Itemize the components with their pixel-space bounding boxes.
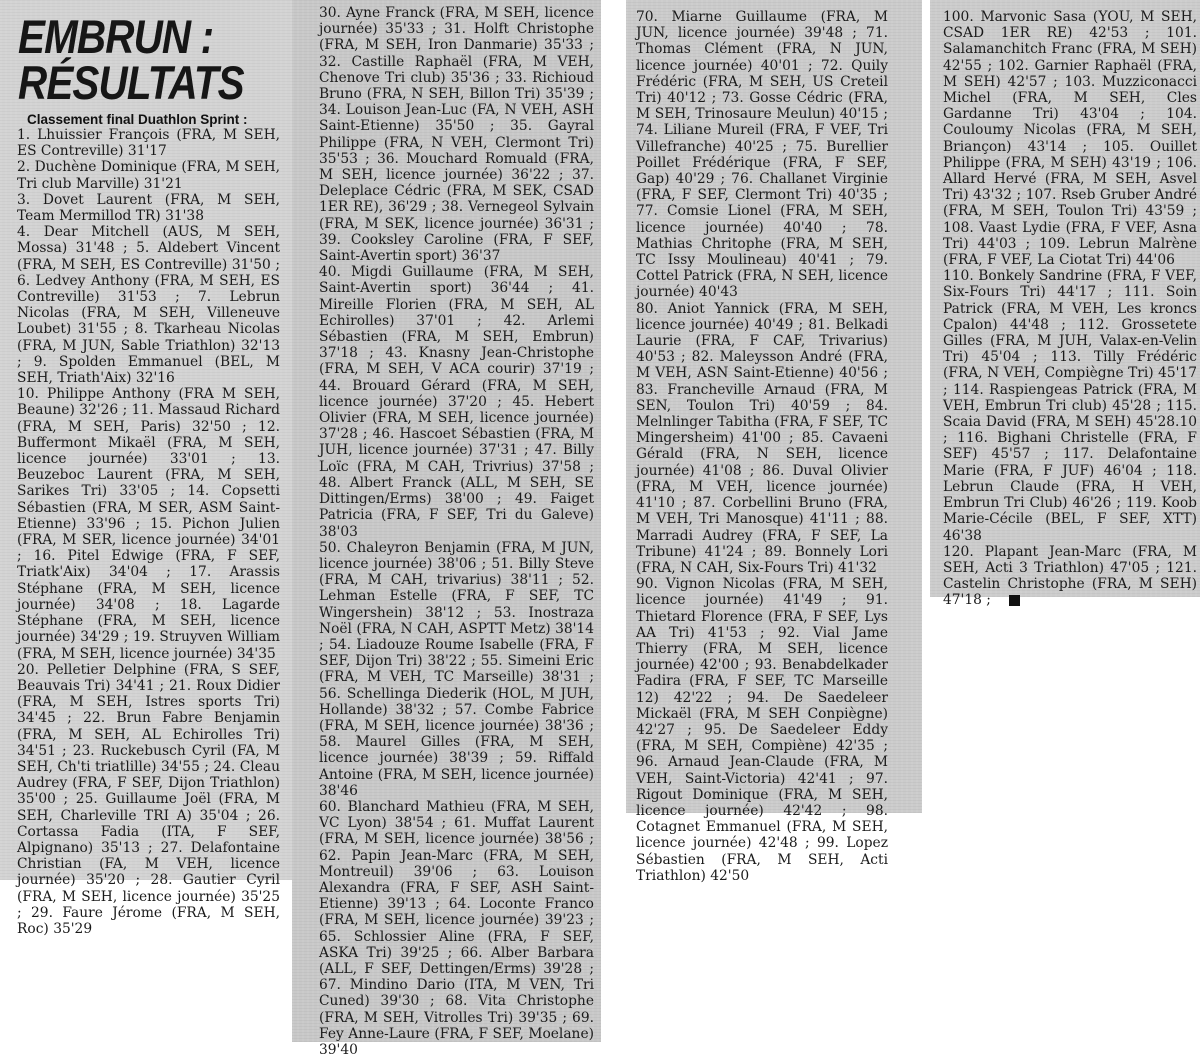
results-paragraph: 10. Philippe Anthony (FRA M SEH, Beaune) 32'26 ; 11. Massaud Richard (FRA, M SEH, Paris) 32'50 ; 12. Buffermont Mikaël (FRA, M SEH, licence journée) 33'01 ; 13. Beuzeboc Laurent (FRA, M SEH, Sarikes Tri) 33'05 ; 14. Copsetti Sébastien (FRA, M SER, ASM Saint-Etienne) 33'96 ; 15. Pichon Julien (FRA, M SER, licence journée) 34'01 ; 16. Pitel Edwige (FRA, F SEF, Triatk'Aix) 34'04 ; 17. Arassis Stéphane (FRA, M SEH, licence journée) 34'08 ; 18. Lagarde Stéphane (FRA, M SEH, licence journée) 34'29 ; 19. Struyven William (FRA, M SEH, licence journée) 34'35: [17, 386, 280, 662]
results-paragraph: 40. Migdi Guillaume (FRA, M SEH, Saint-Avertin sport) 36'44 ; 41. Mireille Florien (FRA, M SEH, AL Echirolles) 37'01 ; 42. Arlemi Sébastien (FRA, M SEH, Embrun) 37'18 ; 43. Knasny Jean-Christophe (FRA, M SEH, V ACA courir) 37'19 ; 44. Brouard Gérard (FRA, M SEH, licence journée) 37'20 ; 45. Hebert Olivier (FRA, M SEH, licence journée) 37'28 ; 46. Hascoet Sébastien (FRA, M JUH, licence journée) 37'31 ; 47. Billy Loïc (FRA, M CAH, Trivrius) 37'58 ; 48. Albert Franck (ALL, M SEH, SE Dittingen/Erms) 38'00 ; 49. Faiget Patricia (FRA, F SEF, Tri du Galeve) 38'03: [319, 264, 594, 540]
results-paragraph: 30. Ayne Franck (FRA, M SEH, licence journée) 35'33 ; 31. Holft Christophe (FRA, M SEH, Iron Danmarie) 35'33 ; 32. Castille Raphaël (FRA, M VEH, Chenove Tri club) 35'36 ; 33. Richioud Bruno (FRA, N SEH, Billon Tri) 35'39 ; 34. Louison Jean-Luc (FA, N VEH, ASH Saint-Etienne) 35'50 ; 35. Gayral Philippe (FRA, N VEH, Clermont Tri) 35'53 ; 36. Mouchard Romuald (FRA, M SEH, licence journée) 36'22 ; 37. Deleplace Cédric (FRA, M SEK, CSAD 1ER RE), 36'29 ; 38. Vernegeol Sylvain (FRA, M SEK, licence journée) 36'31 ; 39. Cooksley Caroline (FRA, F SEF, Saint-Avertin sport) 36'37: [319, 5, 594, 265]
results-paragraph: 80. Aniot Yannick (FRA, M SEH, licence journée) 40'49 ; 81. Belkadi Laurie (FRA, F CAF, Trivarius) 40'53 ; 82. Maleysson André (FRA, M VEH, ASN Saint-Etienne) 40'56 ; 83. Francheville Arnaud (FRA, M SEN, Toulon Tri) 40'59 ; 84. Melnlinger Tabitha (FRA, F SEF, TC Mingersheim) 41'00 ; 85. Cavaeni Gérald (FRA, N SEH, licence journée) 41'08 ; 86. Duval Olivier (FRA, M VEH, licence journée) 41'10 ; 87. Corbellini Bruno (FRA, M VEH, Tri Manosque) 41'11 ; 88. Marradi Audrey (FRA, F SEF, La Tribune) 41'24 ; 89. Bonnely Lori (FRA, N CAH, Six-Fours Tri) 41'32: [636, 300, 888, 576]
results-paragraph: 3. Dovet Laurent (FRA, M SEH, Team Mermillod TR) 31'38: [17, 191, 280, 225]
results-column-1: [0, 127, 292, 937]
results-paragraph: 4. Dear Mitchell (AUS, M SEH, Mossa) 31'48 ; 5. Aldebert Vincent (FRA, M SEH, ES Contreville) 31'50 ; 6. Ledvey Anthony (FRA, M SEH, ES Contreville) 31'53 ; 7. Lebrun Nicolas (FRA, M SEH, Villeneuve Loubet) 31'55 ; 8. Tkarheau Nicolas (FRA, M JUN, Sable Triathlon) 32'13 ; 9. Spolden Emmanuel (BEL, M SEH, Triath'Aix) 32'16: [17, 224, 280, 387]
results-paragraph: 2. Duchène Dominique (FRA, M SEH, Tri club Marville) 31'21: [17, 159, 280, 192]
results-paragraph: 90. Vignon Nicolas (FRA, M SEH, licence journée) 41'49 ; 91. Thietard Florence (FRA, F SEF, Lys AA Tri) 41'53 ; 92. Vial Jame Thierry (FRA, M SEH, licence journée) 42'00 ; 93. Benabdelkader Fadira (FRA, F SEF, TC Marseille 12) 42'22 ; 94. De Saedeleer Mickaël (FRA, M SEH Conpiègne) 42'27 ; 95. De Saedeleer Eddy (FRA, M SEH, Compiène) 42'35 ; 96. Arnaud Jean-Claude (FRA, M VEH, Saint-Victoria) 42'41 ; 97. Rigout Dominique (FRA, M SEH, licence journée) 42'42 ; 98. Cotagnet Emmanuel (FRA, M SEH, licence journée) 42'48 ; 99. Lopez Sébastien (FRA, M SEH, Acti Triathlon) 42'50: [636, 576, 888, 884]
clipping-column-2: [292, 0, 601, 1058]
clipping-column-3: [626, 0, 922, 884]
results-paragraph: [943, 544, 1197, 609]
results-column-4: [930, 0, 1200, 609]
results-paragraph: 20. Pelletier Delphine (FRA, S SEF, Beauvais Tri) 34'41 ; 21. Roux Didier (FRA, M SEH, Istres sports Tri) 34'45 ; 22. Brun Fabre Benjamin (FRA, M SEH, AL Echirolles Tri) 34'51 ; 23. Ruckebusch Cyril (FA, M SEH, Ch'ti triatlille) 34'55 ; 24. Cleau Audrey (FRA, F SEF, Dijon Triathlon) 35'00 ; 25. Guillaume Joël (FRA, M SEH, Charleville TRI A) 35'04 ; 26. Cortassa Fadia (ITA, F SEF, Alpignano) 35'13 ; 27. Delafontaine Christian (FA, M VEH, licence journée) 35'20 ; 28. Gautier Cyril (FRA, M SEH, licence journée) 35'25 ; 29. Faure Jérome (FRA, M SEH, Roc) 35'29: [17, 661, 280, 937]
headline-line-1: EMBRUN :: [18, 10, 214, 63]
headline: [18, 10, 254, 109]
results-paragraph: 1. Lhuissier François (FRA, M SEH, ES Contreville) 31'17: [17, 127, 280, 160]
results-paragraph: 60. Blanchard Mathieu (FRA, M SEH, VC Lyon) 38'54 ; 61. Muffat Laurent (FRA, M SEH, licence journée) 38'56 ; 62. Papin Jean-Marc (FRA, M SEH, Montreuil) 39'06 ; 63. Louison Alexandra (FRA, F SEF, ASH Saint-Etienne) 39'13 ; 64. Loconte Franco (FRA, M SEH, licence journée) 39'23 ; 65. Schlossier Aline (FRA, F SEF, ASKA Tri) 39'25 ; 66. Alber Barbara (ALL, F SEF, Dettingen/Erms) 39'28 ; 67. Mindino Dario (ITA, M VEN, Tri Cuned) 39'30 ; 68. Vita Christophe (FRA, M SEH, Vitrolles Tri) 39'35 ; 69. Fey Anne-Laure (FRA, F SEF, Moelane) 39'40: [319, 798, 594, 1058]
end-of-article-square-icon: [1009, 595, 1020, 606]
results-text: 120. Plapant Jean-Marc (FRA, M SEH, Acti 3 Triathlon) 47'05 ; 121. Castelin Christophe (FRA, M SEH) 47'18 ;: [943, 543, 1197, 609]
clipping-column-4: [930, 0, 1200, 609]
subtitle: Classement final Duathlon Sprint :: [27, 112, 248, 127]
results-paragraph: 100. Marvonic Sasa (YOU, M SEH, CSAD 1ER RE) 42'53 ; 101. Salamanchitch Franc (FRA, M SEH) 42'55 ; 102. Garnier Raphaël (FRA, M SEH) 42'57 ; 103. Muzziconacci Michel (FRA, M SEH, Cles Gardanne Tri) 43'04 ; 104. Couloumy Nicolas (FRA, M SEH, Briançon) 43'14 ; 105. Ouillet Philippe (FRA, M SEH) 43'19 ; 106. Allard Hervé (FRA, M SEH, Asvel Tri) 43'32 ; 107. Rseb Gruber André (FRA, M SEH, Toulon Tri) 43'59 ; 108. Vaast Lydie (FRA, F VEF, Asna Tri) 44'03 ; 109. Lebrun Malrène (FRA, F VEF, La Ciotat Tri) 44'06: [943, 9, 1197, 269]
results-column-2: [292, 0, 601, 1058]
results-paragraph: 70. Miarne Guillaume (FRA, M JUN, licence journée) 39'48 ; 71. Thomas Clément (FRA, N JUN, licence journée) 40'01 ; 72. Quily Frédéric (FRA, M SEH, US Creteil Tri) 40'12 ; 73. Gosse Cédric (FRA, M SEH, Trinosaure Meulun) 40'15 ; 74. Liliane Mureil (FRA, F VEF, Tri Villefranche) 40'25 ; 75. Burellier Poillet Frédérique (FRA, F SEF, Gap) 40'29 ; 76. Challanet Virginie (FRA, F SEF, Clermont Tri) 40'35 ; 77. Comsie Lionel (FRA, M SEH, licence journée) 40'40 ; 78. Mathias Chritophe (FRA, M SEH, TC Issy Moulineau) 40'41 ; 79. Cottel Patrick (FRA, N SEH, licence journée) 40'43: [636, 9, 888, 301]
clipping-column-1: [0, 0, 292, 937]
results-paragraph: 110. Bonkely Sandrine (FRA, F VEF, Six-Fours Tri) 44'17 ; 111. Soin Patrick (FRA, M VEH, Les kroncs Cpalon) 44'48 ; 112. Grossetete Gilles (FRA, M JUH, Valax-en-Velin Tri) 45'04 ; 113. Tilly Frédéric (FRA, N VEH, Compiègne Tri) 45'17 ; 114. Raspiengeas Patrick (FRA, M VEH, Embrun Tri club) 45'28 ; 115. Scaia David (FRA, M SEH) 45'28.10 ; 116. Bighani Christelle (FRA, F SEF) 45'57 ; 117. Delafontaine Marie (FRA, F JUF) 46'04 ; 118. Lebrun Claude (FRA, H VEH, Embrun Tri Club) 46'26 ; 119. Koob Marie-Cécile (BEL, F SEF, XTT) 46'38: [943, 268, 1197, 544]
headline-line-2: RÉSULTATS: [18, 56, 244, 109]
results-paragraph: 50. Chaleyron Benjamin (FRA, M JUN, licence journée) 38'06 ; 51. Billy Steve (FRA, M CAH, trivarius) 38'11 ; 52. Lehman Estelle (FRA, F SEF, TC Wingershein) 38'12 ; 53. Inostraza Noël (FRA, N CAH, ASPTT Metz) 38'14 ; 54. Liadouze Roume Isabelle (FRA, F SEF, Dijon Tri) 38'22 ; 55. Simeini Eric (FRA, M VEH, TC Marseille) 38'31 ; 56. Schellinga Diederik (HOL, M JUH, Hollande) 38'32 ; 57. Combe Fabrice (FRA, M SEH, licence journée) 38'36 ; 58. Maurel Gilles (FRA, M SEH, licence journée) 38'39 ; 59. Riffald Antoine (FRA, M SEH, licence journée) 38'46: [319, 539, 594, 799]
results-column-3: [626, 0, 922, 884]
